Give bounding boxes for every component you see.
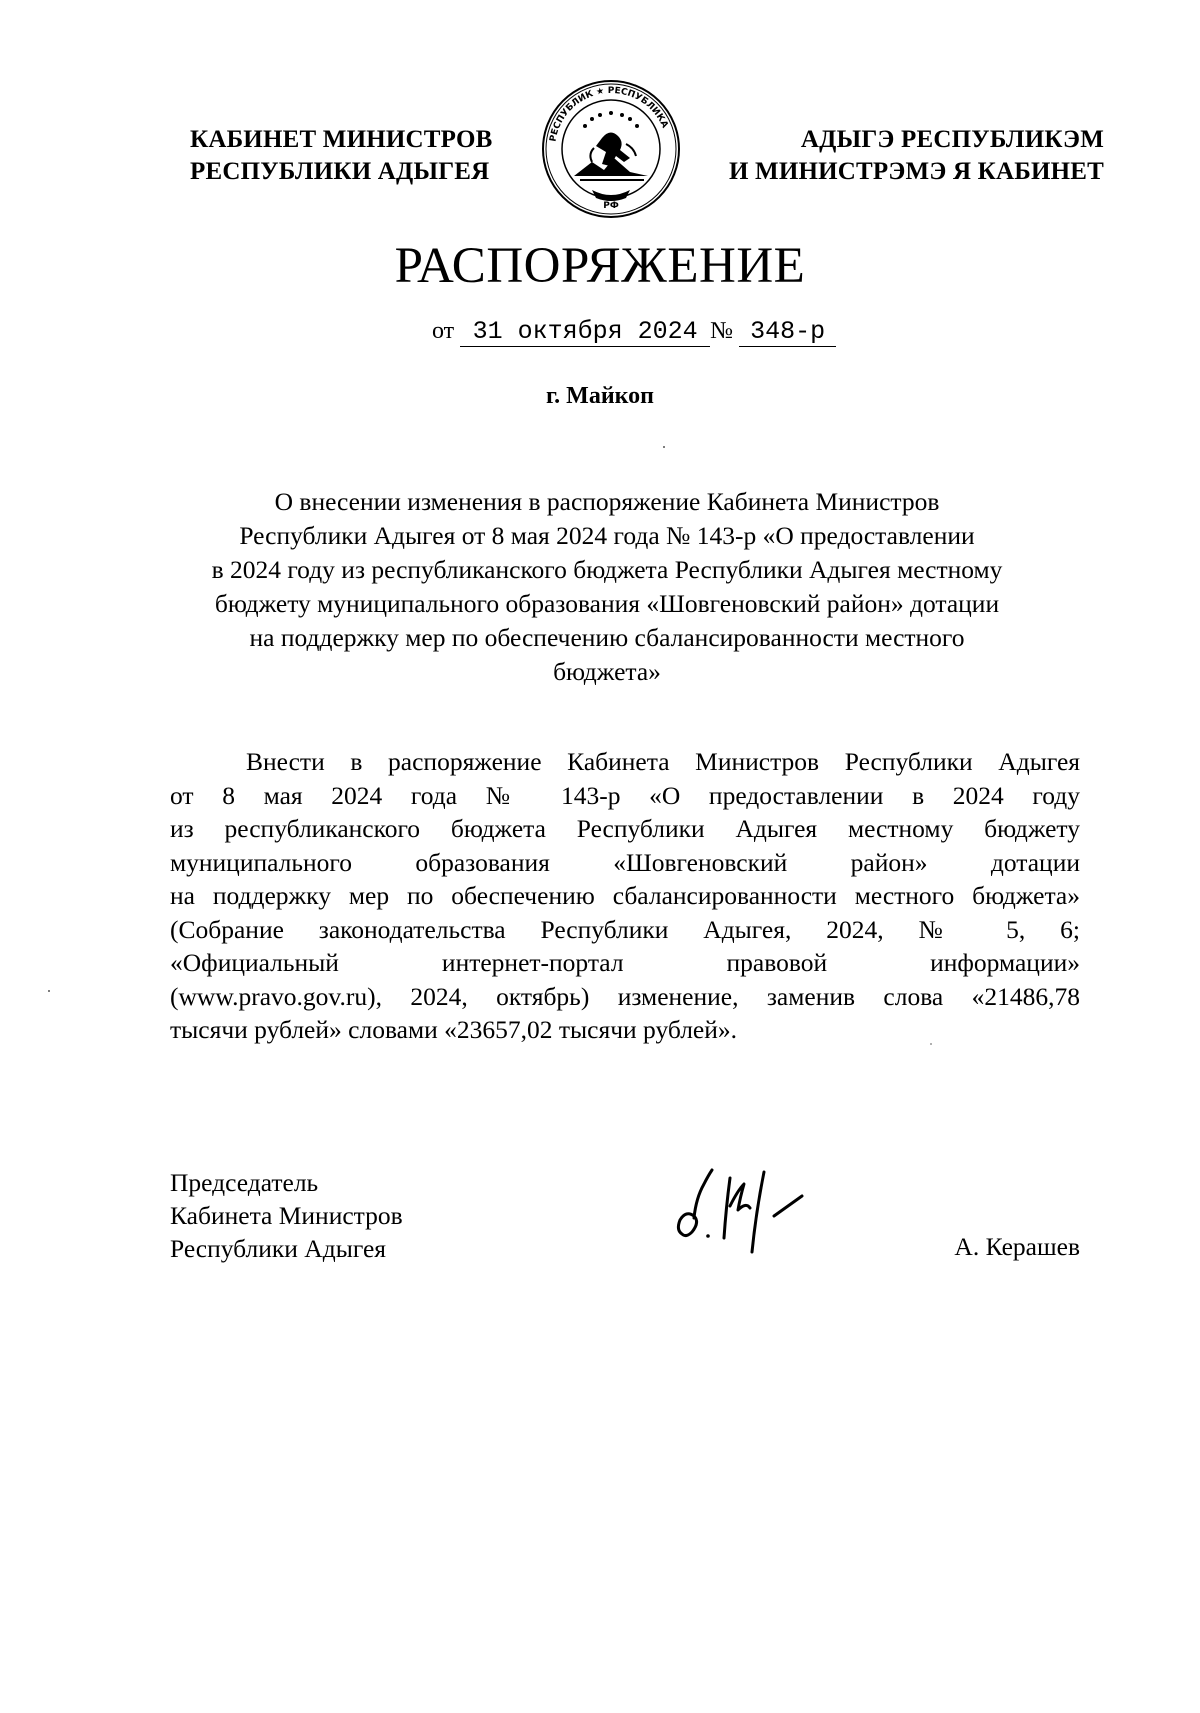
- subject-line: бюджету муниципального образования «Шовгеновский район» дотации: [214, 589, 1000, 618]
- coat-of-arms-icon: [540, 78, 682, 220]
- date-number-line: [432, 318, 836, 347]
- document-subject: [150, 485, 1064, 689]
- body-line: на поддержку мер по обеспечению сбалансированности местного бюджета»: [170, 881, 1080, 910]
- subject-line: в 2024 году из республиканского бюджета Республики Адыгея местному: [211, 555, 1003, 584]
- signer-position: [170, 1166, 403, 1265]
- body-line: (www.pravo.gov.ru), 2024, октябрь) изменение, заменив слова «21486,78: [170, 981, 1080, 1011]
- date-from-label: от: [432, 318, 455, 344]
- subject-line: О внесении изменения в распоряжение Кабинета Министров: [274, 487, 940, 516]
- body-line: из республиканского бюджета Республики Адыгея местному бюджету: [170, 814, 1080, 843]
- emblem-bottom-text: РФ: [603, 201, 619, 211]
- signer-position-line: Республики Адыгея: [170, 1234, 386, 1263]
- subject-line: Республики Адыгея от 8 мая 2024 года № 143-р «О предоставлении: [239, 521, 975, 550]
- body-line: (Собрание законодательства Республики Адыгея, 2024, № 5, 6;: [170, 914, 1080, 944]
- header-left-line2: РЕСПУБЛИКИ АДЫГЕЯ: [190, 158, 490, 185]
- document-number: 348-р: [739, 318, 836, 347]
- header-left-org: [190, 124, 520, 188]
- signer-name: А. Керашев: [954, 1232, 1080, 1261]
- header-left-line1: КАБИНЕТ МИНИСТРОВ: [190, 126, 493, 153]
- scan-speck: [930, 1043, 932, 1045]
- header-right-line1: АДЫГЭ РЕСПУБЛИКЭМ: [800, 126, 1104, 153]
- subject-line: бюджета»: [553, 657, 661, 686]
- header-right-org: [704, 124, 1104, 188]
- body-line: тысячи рублей» словами «23657,02 тысячи рублей».: [170, 1015, 738, 1044]
- document-date: 31 октября 2024: [460, 318, 710, 347]
- handwritten-signature-icon: [668, 1156, 828, 1256]
- scan-speck: [663, 446, 665, 448]
- body-line: от 8 мая 2024 года № 143-р «О предоставлении в 2024 году: [170, 780, 1080, 810]
- header-right-line2: И МИНИСТРЭМЭ Я КАБИНЕТ: [728, 158, 1104, 185]
- number-label: №: [710, 318, 734, 344]
- document-body: [170, 745, 1080, 1047]
- body-line: Внести в распоряжение Кабинета Министров Республики Адыгея: [246, 747, 1080, 776]
- document-title: РАСПОРЯЖЕНИЕ: [394, 238, 806, 294]
- signer-position-line: Председатель: [170, 1168, 319, 1197]
- svg-text:РЕСПУБЛИК ★ РЕСПУБЛИКА: РЕСПУБЛИК ★ РЕСПУБЛИКА: [548, 85, 670, 143]
- body-line: «Официальный интернет-портал правовой информации»: [170, 948, 1080, 977]
- city-line: г. Майкоп: [545, 383, 654, 409]
- body-line: муниципального образования «Шовгеновский район» дотации: [170, 847, 1080, 877]
- scan-speck: [48, 990, 50, 992]
- subject-line: на поддержку мер по обеспечению сбалансированности местного: [249, 623, 965, 652]
- signer-position-line: Кабинета Министров: [170, 1201, 403, 1230]
